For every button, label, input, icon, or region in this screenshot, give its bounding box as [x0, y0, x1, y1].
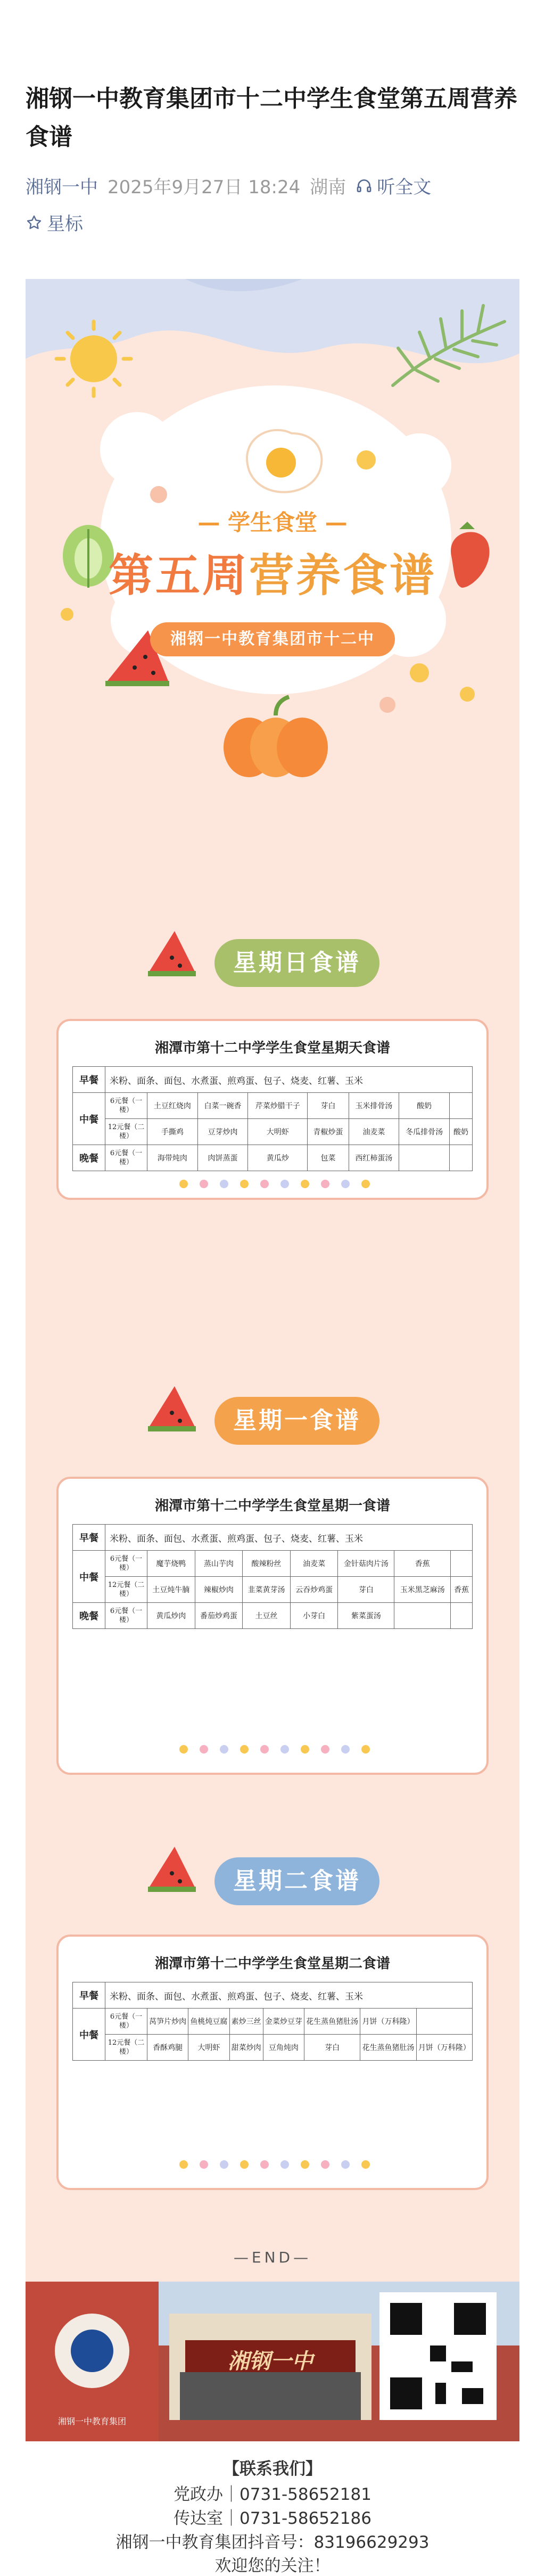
- dish-cell: [399, 1145, 450, 1171]
- dish-cell: 月饼（万科隆）: [416, 2035, 472, 2061]
- publish-date: 2025年9月27日 18:24: [108, 177, 301, 198]
- table-row: [73, 1603, 473, 1629]
- contact-line: 党政办｜0731-58652181: [174, 2485, 371, 2504]
- meal-label: 早餐: [73, 1982, 105, 2009]
- dish-cell: 香酥鸡腿: [147, 2035, 188, 2061]
- price-cell: 12元餐（二楼）: [105, 1577, 147, 1603]
- poster-subtitle: — 学生食堂 —: [197, 509, 348, 536]
- dish-cell: 玉米黑芝麻汤: [394, 1577, 451, 1603]
- menu-card-tuesday: [56, 1935, 489, 2190]
- table-title: 湘潭市第十二中学学生食堂星期一食谱: [154, 1498, 390, 1514]
- heading-part1: 第五周: [108, 549, 249, 602]
- meal-label: 中餐: [73, 1093, 105, 1145]
- dish-cell: 金针菇肉片汤: [338, 1551, 394, 1577]
- headphones-icon: [356, 177, 373, 194]
- dish-cell: 金菜炒豆芽: [263, 2009, 304, 2035]
- table-row: [73, 1577, 473, 1603]
- breakfast-items: 米粉、面条、面包、水煮蛋、煎鸡蛋、包子、烧麦、红薯、玉米: [105, 1525, 473, 1551]
- dish-cell: [416, 2009, 472, 2035]
- dish-cell: 番茄炒鸡蛋: [195, 1603, 243, 1629]
- dish-cell: [451, 1603, 473, 1629]
- dish-cell: 香蕉: [394, 1551, 451, 1577]
- dish-cell: 芽白: [338, 1577, 394, 1603]
- dish-cell: [449, 1145, 472, 1171]
- end-divider: —END—: [233, 2249, 312, 2266]
- price-cell: 6元餐（一楼）: [105, 1551, 147, 1577]
- dish-cell: 肉饼蒸蛋: [197, 1145, 248, 1171]
- listen-button[interactable]: [356, 172, 431, 199]
- dish-cell: 素炒三丝: [229, 2009, 263, 2035]
- dish-cell: 土豆丝: [243, 1603, 291, 1629]
- breakfast-items: 米粉、面条、面包、水煮蛋、煎鸡蛋、包子、烧麦、红薯、玉米: [105, 1982, 473, 2009]
- article-title: 湘钢一中教育集团市十二中学生食堂第五周营养食谱: [26, 85, 517, 151]
- contact-line: 欢迎您的关注！: [214, 2556, 331, 2575]
- meal-label: 晚餐: [73, 1603, 105, 1629]
- table-row: [73, 1093, 473, 1119]
- watermelon-icon: [143, 1841, 201, 1900]
- table-row: [73, 1551, 473, 1577]
- price-cell: 12元餐（二楼）: [105, 2035, 147, 2061]
- contact-line: 传达室｜0731-58652186: [174, 2509, 371, 2528]
- meal-label: 早餐: [73, 1525, 105, 1551]
- menu-table: [72, 1066, 473, 1171]
- dish-cell: 韭菜黄芽汤: [243, 1577, 291, 1603]
- dish-cell: 土豆炖牛腩: [147, 1577, 195, 1603]
- dish-cell: 花生蒸鱼猪肚汤: [360, 2035, 416, 2061]
- table-row: [73, 2009, 473, 2035]
- dish-cell: 土豆红烧肉: [147, 1093, 198, 1119]
- table-row: [73, 2035, 473, 2061]
- dish-cell: 包菜: [308, 1145, 349, 1171]
- article-header: [26, 80, 521, 235]
- menu-table: [72, 1524, 473, 1629]
- meal-label: 中餐: [73, 2009, 105, 2061]
- dish-cell: 青椒炒蛋: [308, 1119, 349, 1145]
- egg-icon: [247, 430, 321, 492]
- dish-cell: 小芽白: [290, 1603, 338, 1629]
- author-link[interactable]: 湘钢一中: [26, 177, 98, 198]
- menu-poster: [26, 279, 519, 2376]
- meal-label: 早餐: [73, 1067, 105, 1093]
- table-row: [73, 1525, 473, 1551]
- dish-cell: 紫菜蛋汤: [338, 1603, 394, 1629]
- dish-cell: [449, 1093, 472, 1119]
- dish-cell: [394, 1603, 451, 1629]
- dish-cell: 大明虾: [248, 1119, 308, 1145]
- price-cell: 6元餐（一楼）: [105, 1145, 147, 1171]
- day-label-tuesday: 星期二食谱: [214, 1857, 379, 1905]
- dish-cell: 芽白: [308, 1093, 349, 1119]
- table-title: 湘潭市第十二中学学生食堂星期二食谱: [154, 1956, 390, 1972]
- dish-cell: 云吞炒鸡蛋: [290, 1577, 338, 1603]
- dish-cell: 酸奶: [399, 1093, 450, 1119]
- dish-cell: 魔芋烧鸭: [147, 1551, 195, 1577]
- dish-cell: 辣椒炒肉: [195, 1577, 243, 1603]
- contact-title: 【联系我们】: [223, 2459, 322, 2479]
- listen-label: 听全文: [377, 177, 432, 198]
- dish-cell: 蒸山芋肉: [195, 1551, 243, 1577]
- dish-cell: 酸辣粉丝: [243, 1551, 291, 1577]
- dish-cell: 大明虾: [188, 2035, 229, 2061]
- dish-cell: 玉米排骨汤: [349, 1093, 399, 1119]
- star-button[interactable]: [26, 209, 521, 235]
- dish-cell: 莴笋片炒肉: [147, 2009, 188, 2035]
- dish-cell: 鱼桃炖豆腐: [188, 2009, 229, 2035]
- dish-cell: 豆芽炒肉: [197, 1119, 248, 1145]
- dish-cell: 白菜一碗香: [197, 1093, 248, 1119]
- heading-part2: 营养食谱: [249, 549, 437, 602]
- dish-cell: 油麦菜: [349, 1119, 399, 1145]
- location: 湖南: [310, 177, 346, 198]
- watermelon-icon: [143, 926, 201, 984]
- menu-card-monday: [56, 1477, 489, 1775]
- decorative-dots: [59, 2160, 491, 2169]
- price-cell: 6元餐（一楼）: [105, 1603, 147, 1629]
- dish-cell: 芹菜炒腊干子: [248, 1093, 308, 1119]
- price-cell: 6元餐（一楼）: [105, 2009, 147, 2035]
- banner-school-name: 湘钢一中: [228, 2349, 313, 2374]
- decorative-dots: [59, 1745, 491, 1754]
- price-cell: 12元餐（二楼）: [105, 1119, 147, 1145]
- dish-cell: [451, 1551, 473, 1577]
- pumpkin-icon: [224, 697, 328, 777]
- day-label-sunday: 星期日食谱: [214, 939, 379, 987]
- table-row: [73, 1067, 473, 1093]
- article-meta: [26, 172, 521, 199]
- day-label-monday: 星期一食谱: [214, 1397, 379, 1445]
- dish-cell: 海带炖肉: [147, 1145, 198, 1171]
- dish-cell: 冬瓜排骨汤: [399, 1119, 450, 1145]
- table-row: [73, 1119, 473, 1145]
- dish-cell: 香蕉: [451, 1577, 473, 1603]
- poster-ribbon: 湘钢一中教育集团市十二中: [150, 622, 395, 656]
- banner-qr-caption: 湘钢一中教育集团: [57, 2416, 126, 2426]
- dish-cell: 油麦菜: [290, 1551, 338, 1577]
- dish-cell: 西红柿蛋汤: [349, 1145, 399, 1171]
- menu-card-sunday: [56, 1019, 489, 1200]
- dish-cell: 手撕鸡: [147, 1119, 198, 1145]
- star-icon: [26, 214, 43, 231]
- dish-cell: 月饼（万科隆）: [360, 2009, 416, 2035]
- dish-cell: 花生蒸鱼猪肚汤: [304, 2009, 360, 2035]
- menu-table: [72, 1982, 473, 2061]
- breakfast-items: 米粉、面条、面包、水煮蛋、煎鸡蛋、包子、烧麦、红薯、玉米: [105, 1067, 473, 1093]
- watermelon-icon: [143, 1381, 201, 1439]
- table-title: 湘潭市第十二中学学生食堂星期天食谱: [154, 1040, 390, 1056]
- contact-line: 湘钢一中教育集团抖音号：83196629293: [115, 2533, 430, 2552]
- table-row: [73, 1145, 473, 1171]
- meal-label: 晚餐: [73, 1145, 105, 1171]
- price-cell: 6元餐（一楼）: [105, 1093, 147, 1119]
- decorative-dots: [59, 1180, 491, 1188]
- meal-label: 中餐: [73, 1551, 105, 1603]
- star-label: 星标: [47, 213, 83, 235]
- dish-cell: 酸奶: [449, 1119, 472, 1145]
- table-row: [73, 1982, 473, 2009]
- dish-cell: 黄瓜炒肉: [147, 1603, 195, 1629]
- dish-cell: 甜菜炒肉: [229, 2035, 263, 2061]
- dish-cell: 豆角炖肉: [263, 2035, 304, 2061]
- school-banner: [26, 2282, 519, 2441]
- poster-heading: [26, 540, 519, 604]
- dish-cell: 芽白: [304, 2035, 360, 2061]
- dish-cell: 黄瓜炒: [248, 1145, 308, 1171]
